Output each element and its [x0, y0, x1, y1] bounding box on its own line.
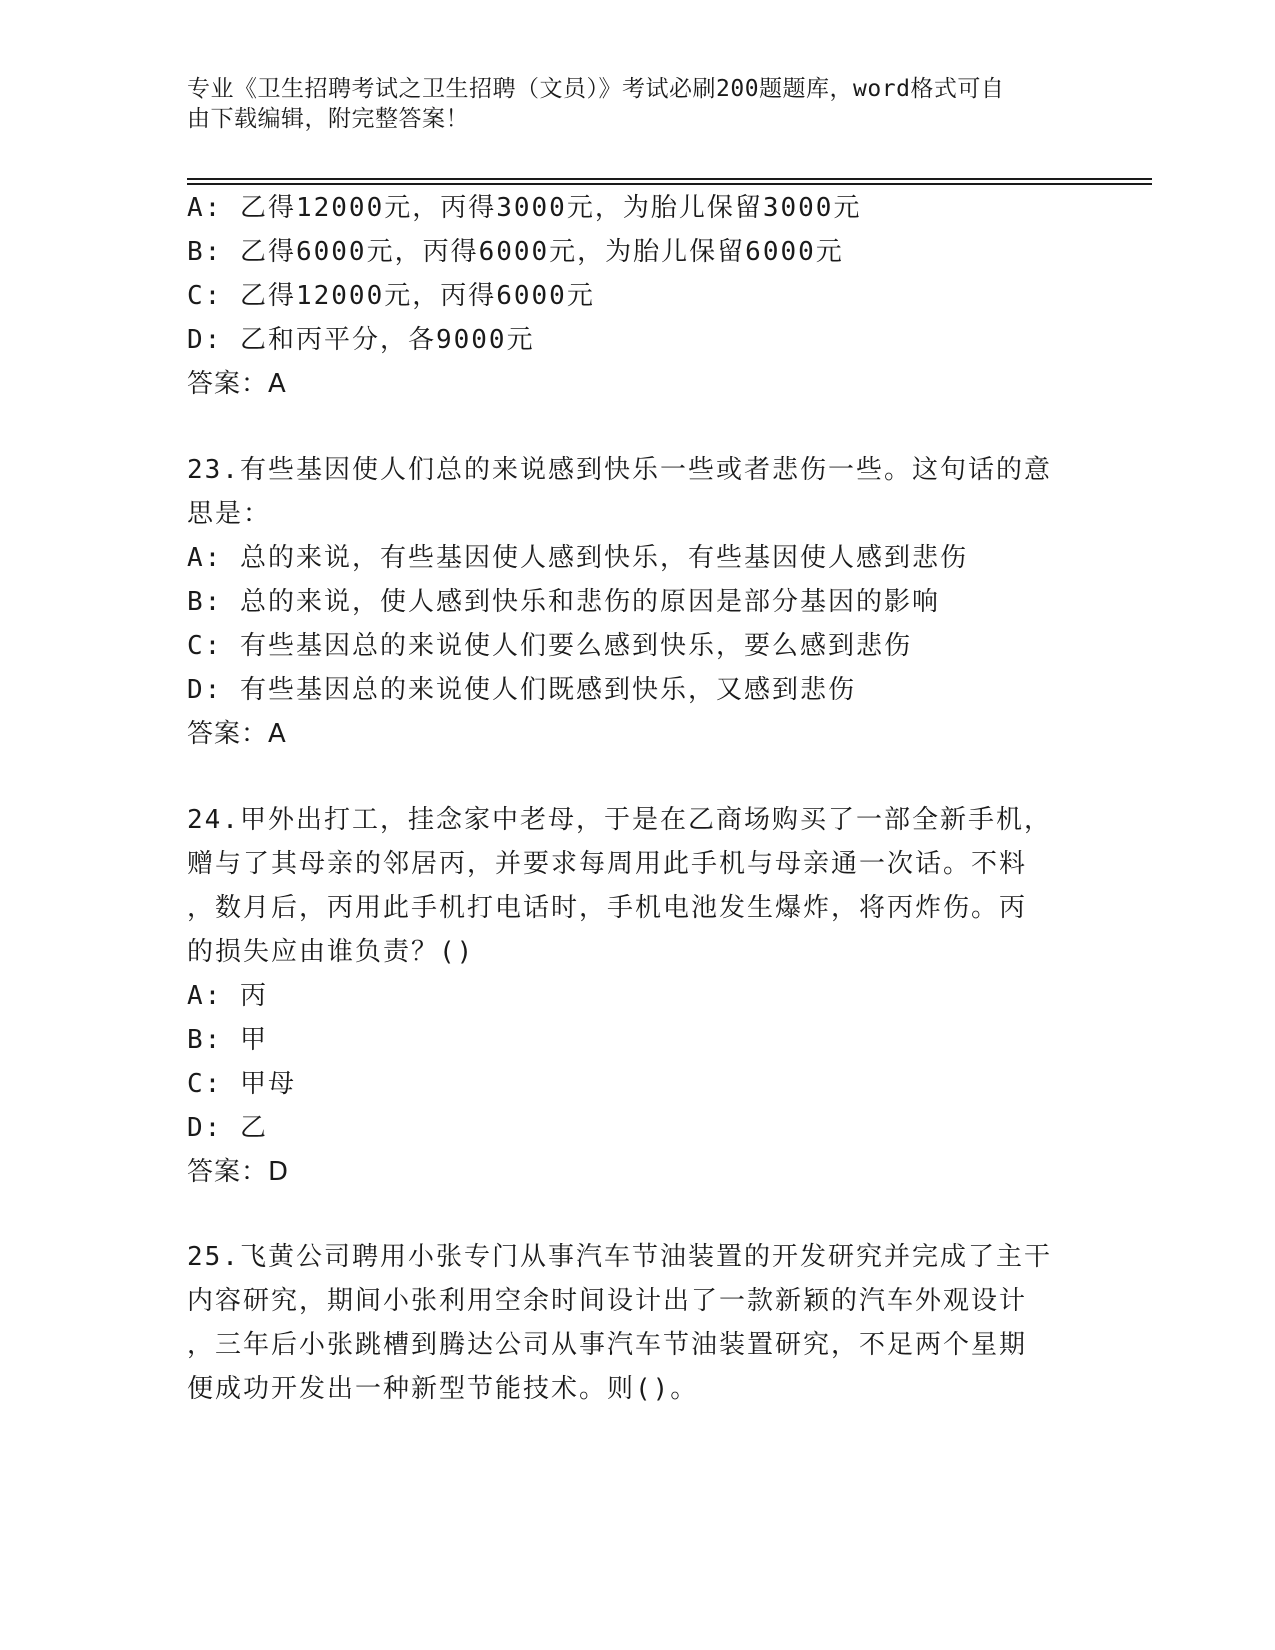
q22-option-d: D: 乙和丙平分，各9000元	[187, 325, 535, 355]
document-header	[187, 74, 1067, 134]
q24-option-c: C: 甲母	[187, 1069, 296, 1099]
q24-stem-line-4: 的损失应由谁负责？()	[187, 937, 475, 967]
q25-stem-line-3: ，三年后小张跳槽到腾达公司从事汽车节油装置研究，不足两个星期	[187, 1330, 1028, 1360]
q23-answer: 答案：A	[187, 719, 287, 749]
q24-option-d: D: 乙	[187, 1113, 268, 1143]
q23-stem-line-1: 23.有些基因使人们总的来说感到快乐一些或者悲伤一些。这句话的意	[187, 455, 1052, 485]
q23-stem-line-2: 思是：	[187, 499, 272, 529]
q23-option-b: B: 总的来说，使人感到快乐和悲伤的原因是部分基因的影响	[187, 587, 940, 617]
q22-option-a: A: 乙得12000元，丙得3000元，为胎儿保留3000元	[187, 193, 862, 223]
header-divider-top	[187, 178, 1152, 180]
q22-answer: 答案：A	[187, 369, 287, 399]
q25-stem-line-4: 便成功开发出一种新型节能技术。则()。	[187, 1374, 699, 1404]
q23-option-c: C: 有些基因总的来说使人们要么感到快乐，要么感到悲伤	[187, 631, 912, 661]
header-line-2: 由下载编辑，附完整答案！	[187, 106, 469, 132]
q22-option-b: B: 乙得6000元，丙得6000元，为胎儿保留6000元	[187, 237, 844, 267]
q22-option-c: C: 乙得12000元，丙得6000元	[187, 281, 595, 311]
q25-stem-line-1: 25.飞黄公司聘用小张专门从事汽车节油装置的开发研究并完成了主干	[187, 1242, 1052, 1272]
header-line-1: 专业《卫生招聘考试之卫生招聘（文员）》考试必刷200题题库，word格式可自	[187, 76, 1005, 102]
header-divider-bottom	[187, 183, 1152, 185]
q25-stem-line-2: 内容研究，期间小张利用空余时间设计出了一款新颖的汽车外观设计	[187, 1286, 1028, 1316]
q23-option-a: A: 总的来说，有些基因使人感到快乐，有些基因使人感到悲伤	[187, 543, 968, 573]
q24-option-b: B: 甲	[187, 1025, 268, 1055]
q24-option-a: A: 丙	[187, 981, 268, 1011]
q24-stem-line-1: 24.甲外出打工，挂念家中老母，于是在乙商场购买了一部全新手机，	[187, 805, 1052, 835]
q24-answer: 答案：D	[187, 1157, 290, 1187]
q23-option-d: D: 有些基因总的来说使人们既感到快乐，又感到悲伤	[187, 675, 856, 705]
q24-stem-line-3: ，数月后，丙用此手机打电话时，手机电池发生爆炸，将丙炸伤。丙	[187, 893, 1028, 923]
q24-stem-line-2: 赠与了其母亲的邻居丙，并要求每周用此手机与母亲通一次话。不料	[187, 849, 1028, 879]
